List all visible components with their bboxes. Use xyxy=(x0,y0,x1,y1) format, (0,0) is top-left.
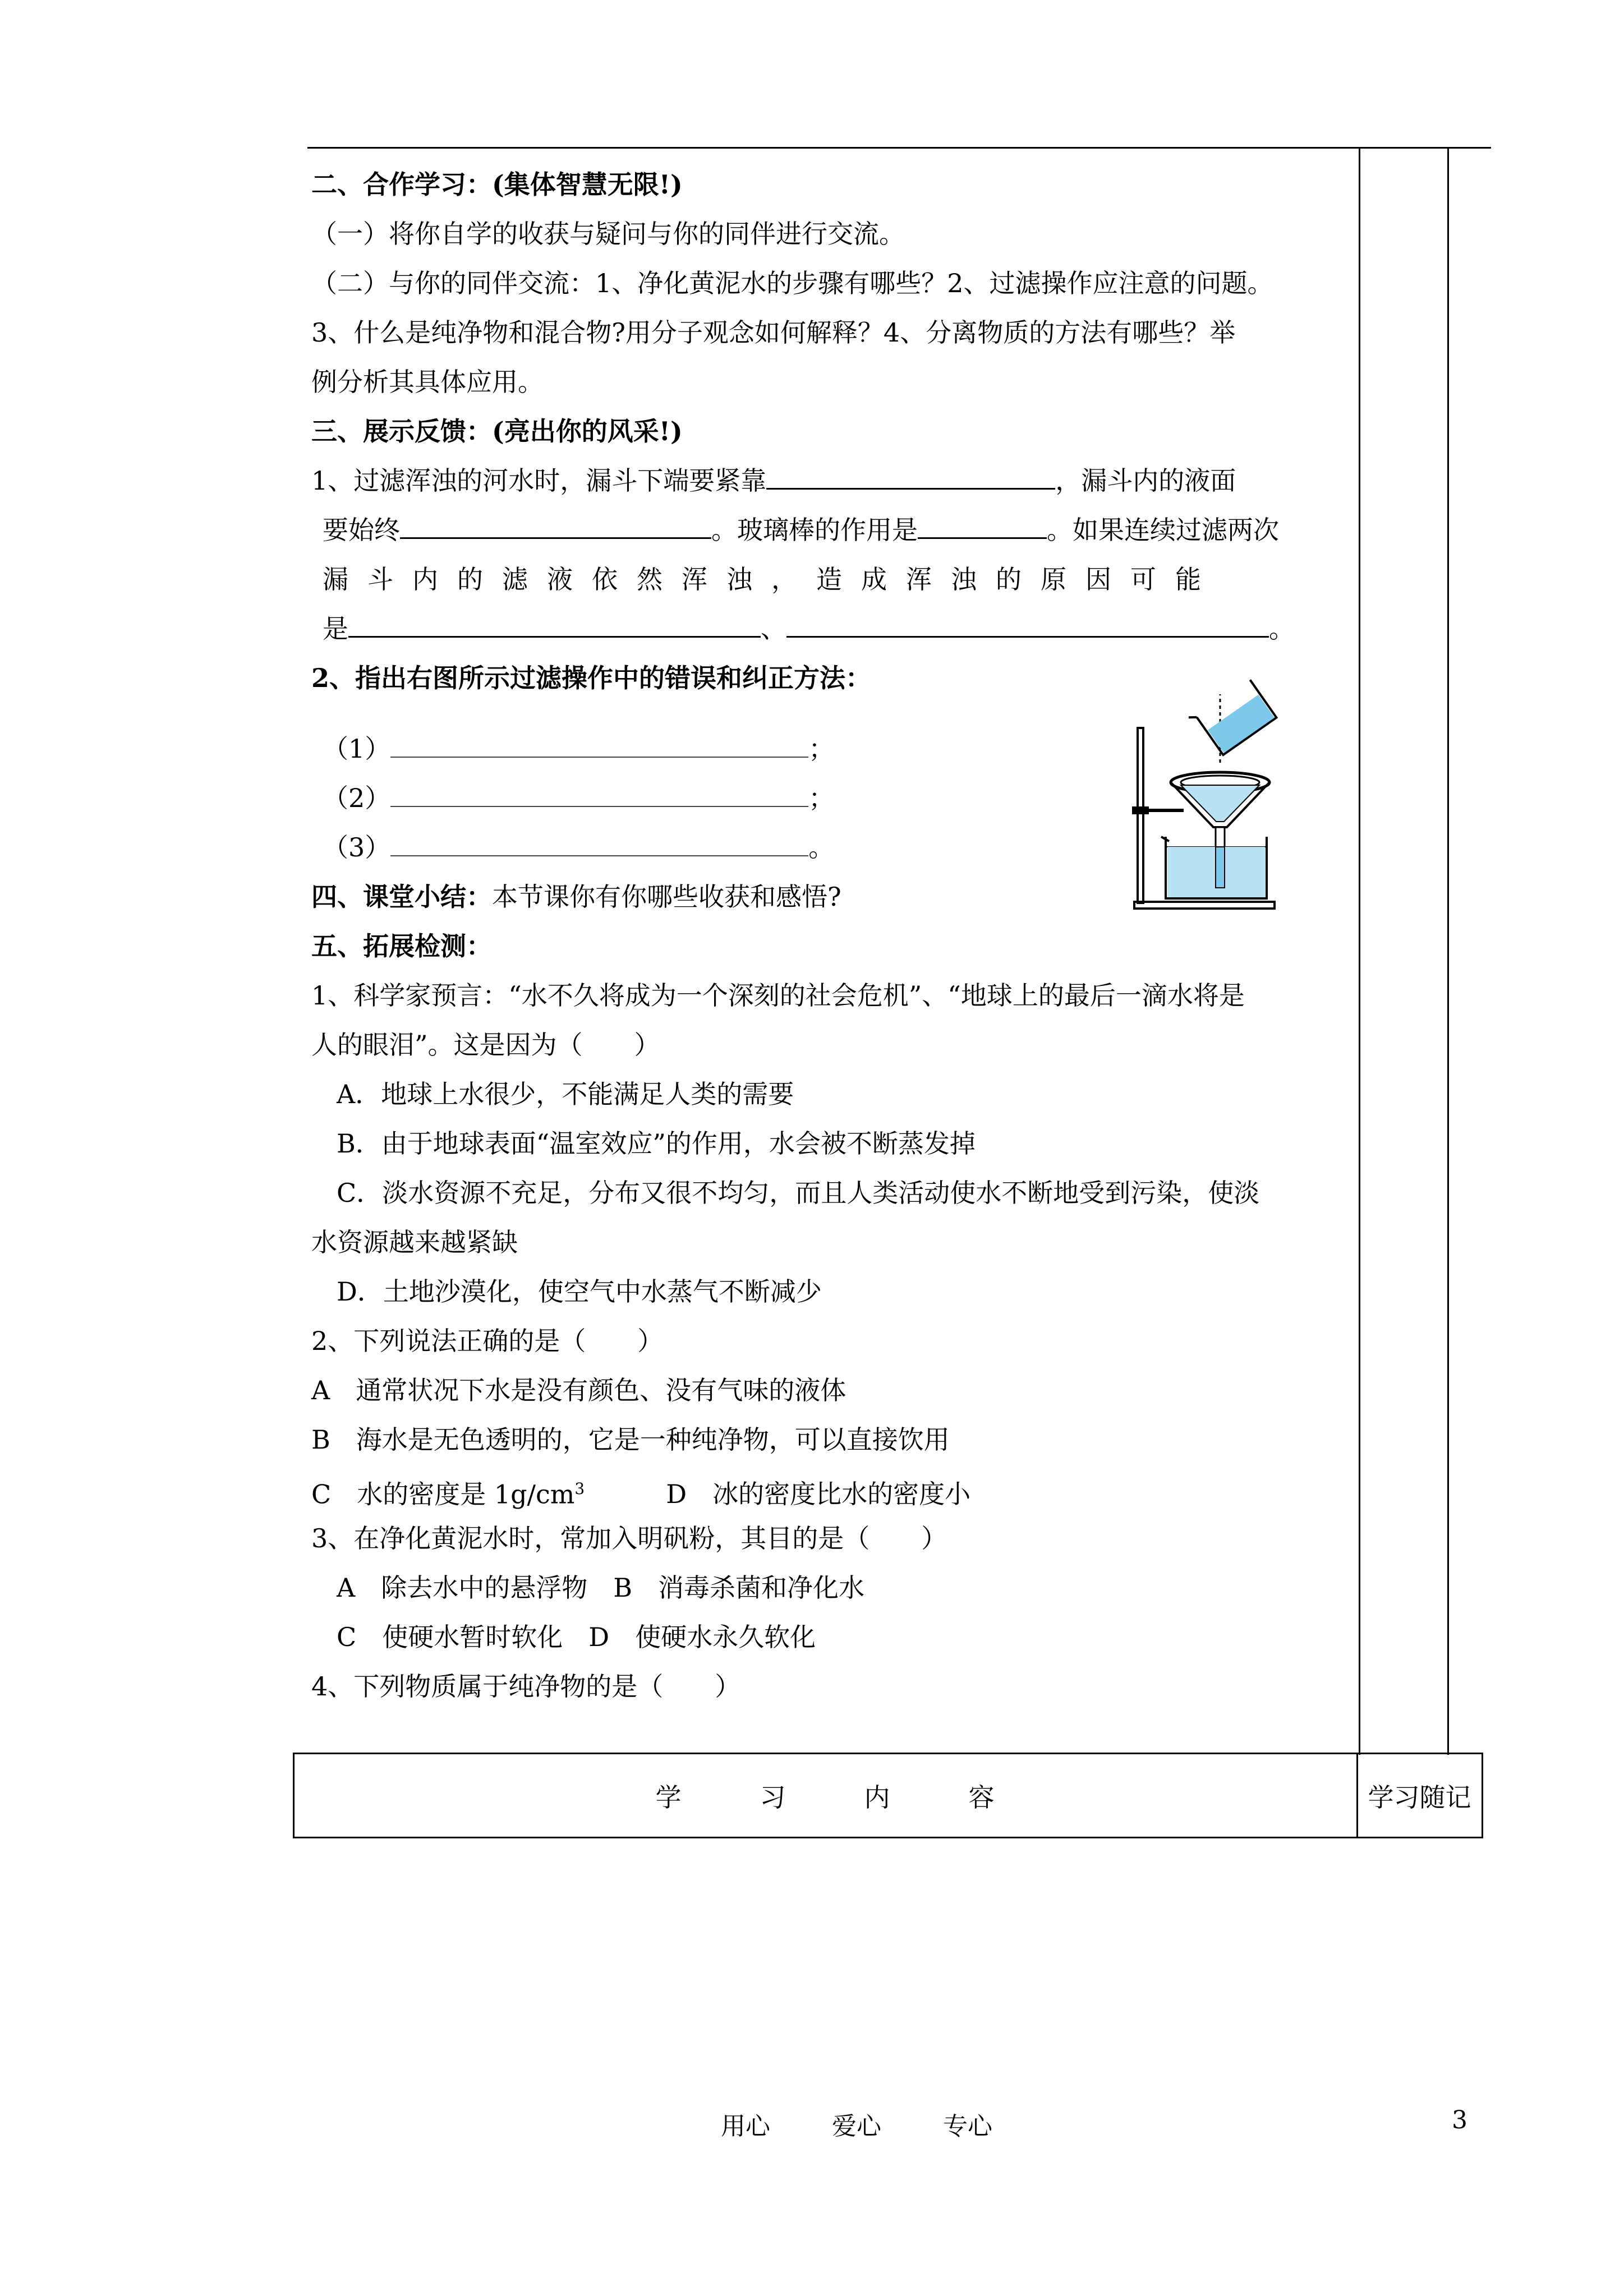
section-3-question-1-line-4 xyxy=(311,604,1355,653)
question-text: ，漏斗内的液面 xyxy=(1055,465,1236,496)
superscript: 3 xyxy=(574,1479,585,1498)
section-3-question-2: 2、指出右图所示过滤操作中的错误和纠正方法： xyxy=(311,663,872,693)
section-2-item-2-continued: 3、什么是纯净物和混合物?用分子观念如何解释？4、分离物质的方法有哪些？举 xyxy=(311,317,1236,348)
answer-label: （3） xyxy=(323,832,391,863)
answer-end: 。 xyxy=(808,832,835,863)
table-footer-row xyxy=(293,1753,1482,1838)
filtration-apparatus-illustration xyxy=(1099,679,1301,914)
question-2-options-cd xyxy=(311,1464,1355,1514)
question-text: 。 xyxy=(1269,614,1295,644)
page-footer xyxy=(0,2106,1624,2140)
question-1-line-2: 人的眼泪”。这是因为（ ） xyxy=(311,1030,660,1060)
question-1-option-d: D．土地沙漠化，使空气中水蒸气不断减少 xyxy=(337,1276,822,1307)
question-1-option-c-continued: 水资源越来越紧缺 xyxy=(311,1227,518,1257)
section-3-title: 三、展示反馈：(亮出你的风采!) xyxy=(311,416,683,446)
answer-blank[interactable] xyxy=(766,459,1055,490)
answer-label: （1） xyxy=(323,734,391,764)
question-3: 3、在净化黄泥水时，常加入明矾粉，其目的是（ ） xyxy=(311,1523,947,1553)
question-3-options-ab: A 除去水中的悬浮物 B 消毒杀菌和净化水 xyxy=(337,1573,865,1603)
table-top-border xyxy=(307,147,1491,149)
question-2: 2、下列说法正确的是（ ） xyxy=(311,1326,664,1356)
answer-blank[interactable] xyxy=(390,826,808,856)
section-3-question-1-line-1 xyxy=(311,456,1355,505)
question-1-line-1: 1、科学家预言：“水不久将成为一个深刻的社会危机”、“地球上的最后一滴水将是 xyxy=(311,980,1245,1011)
slogan: 用心 xyxy=(721,2112,770,2141)
section-2-item-1: （一）将你自学的收获与疑问与你的同伴进行交流。 xyxy=(311,219,905,249)
answer-end: ； xyxy=(808,734,835,764)
question-text: 。如果连续过滤两次 xyxy=(1047,515,1279,545)
answer-blank[interactable] xyxy=(390,777,808,807)
page-number: 3 xyxy=(1452,2106,1467,2134)
section-3-question-1-line-3: 漏斗内的滤液依然浑浊，造成浑浊的原因可能 xyxy=(323,564,1220,594)
answer-blank[interactable] xyxy=(348,607,761,638)
question-2-option-d: D 冰的密度比水的密度小 xyxy=(666,1479,971,1510)
question-2-option-b: B 海水是无色透明的，它是一种纯净物，可以直接饮用 xyxy=(311,1424,950,1455)
question-1-option-b: B．由于地球表面“温室效应”的作用，水会被不断蒸发掉 xyxy=(337,1128,976,1159)
answer-blank[interactable] xyxy=(400,508,711,539)
section-4-text: 本节课你有你哪些收获和感悟? xyxy=(492,882,841,912)
question-text: 要始终 xyxy=(323,515,400,545)
answer-blank[interactable] xyxy=(390,727,808,758)
question-4: 4、下列物质属于纯净物的是（ ） xyxy=(311,1671,741,1702)
question-text: 、 xyxy=(761,614,786,644)
section-4-title: 四、课堂小结： xyxy=(311,882,492,912)
footer-slogans xyxy=(721,2106,992,2142)
question-text: 1、过滤浑浊的河水时，漏斗下端要紧靠 xyxy=(311,465,767,496)
question-1-option-a: A．地球上水很少，不能满足人类的需要 xyxy=(337,1079,794,1109)
question-text: 。玻璃棒的作用是 xyxy=(711,515,918,545)
learning-content-label: 学习内容 xyxy=(655,1782,1073,1813)
slogan: 爱心 xyxy=(832,2112,881,2141)
learning-content xyxy=(311,160,1355,1711)
question-3-options-cd: C 使硬水暂时软化 D 使硬水永久软化 xyxy=(337,1622,816,1652)
answer-end: ； xyxy=(808,783,835,813)
section-2-item-2: （二）与你的同伴交流：1、净化黄泥水的步骤有哪些？2、过滤操作应注意的问题。 xyxy=(311,268,1273,298)
answer-blank[interactable] xyxy=(918,508,1047,539)
answer-label: （2） xyxy=(323,783,391,813)
section-2-title: 二、合作学习：(集体智慧无限!) xyxy=(311,169,683,200)
question-text: 是 xyxy=(323,614,348,644)
section-5-title: 五、拓展检测： xyxy=(311,931,492,961)
learning-notes-label: 学习随记 xyxy=(1368,1782,1471,1813)
question-2-option-a: A 通常状况下水是没有颜色、没有气味的液体 xyxy=(311,1375,846,1405)
answer-blank[interactable] xyxy=(786,607,1269,638)
notes-column-left-border xyxy=(1359,147,1360,1755)
question-2-option-c: C 水的密度是 1g/cm xyxy=(311,1479,575,1510)
notes-column-inner-border xyxy=(1447,147,1449,1755)
question-1-option-c: C．淡水资源不充足，分布又很不均匀，而且人类活动使水不断地受到污染，使淡 xyxy=(337,1178,1260,1208)
section-3-question-1-line-2 xyxy=(311,505,1355,555)
section-2-item-2-end: 例分析其具体应用。 xyxy=(311,367,544,397)
slogan: 专心 xyxy=(943,2112,992,2141)
